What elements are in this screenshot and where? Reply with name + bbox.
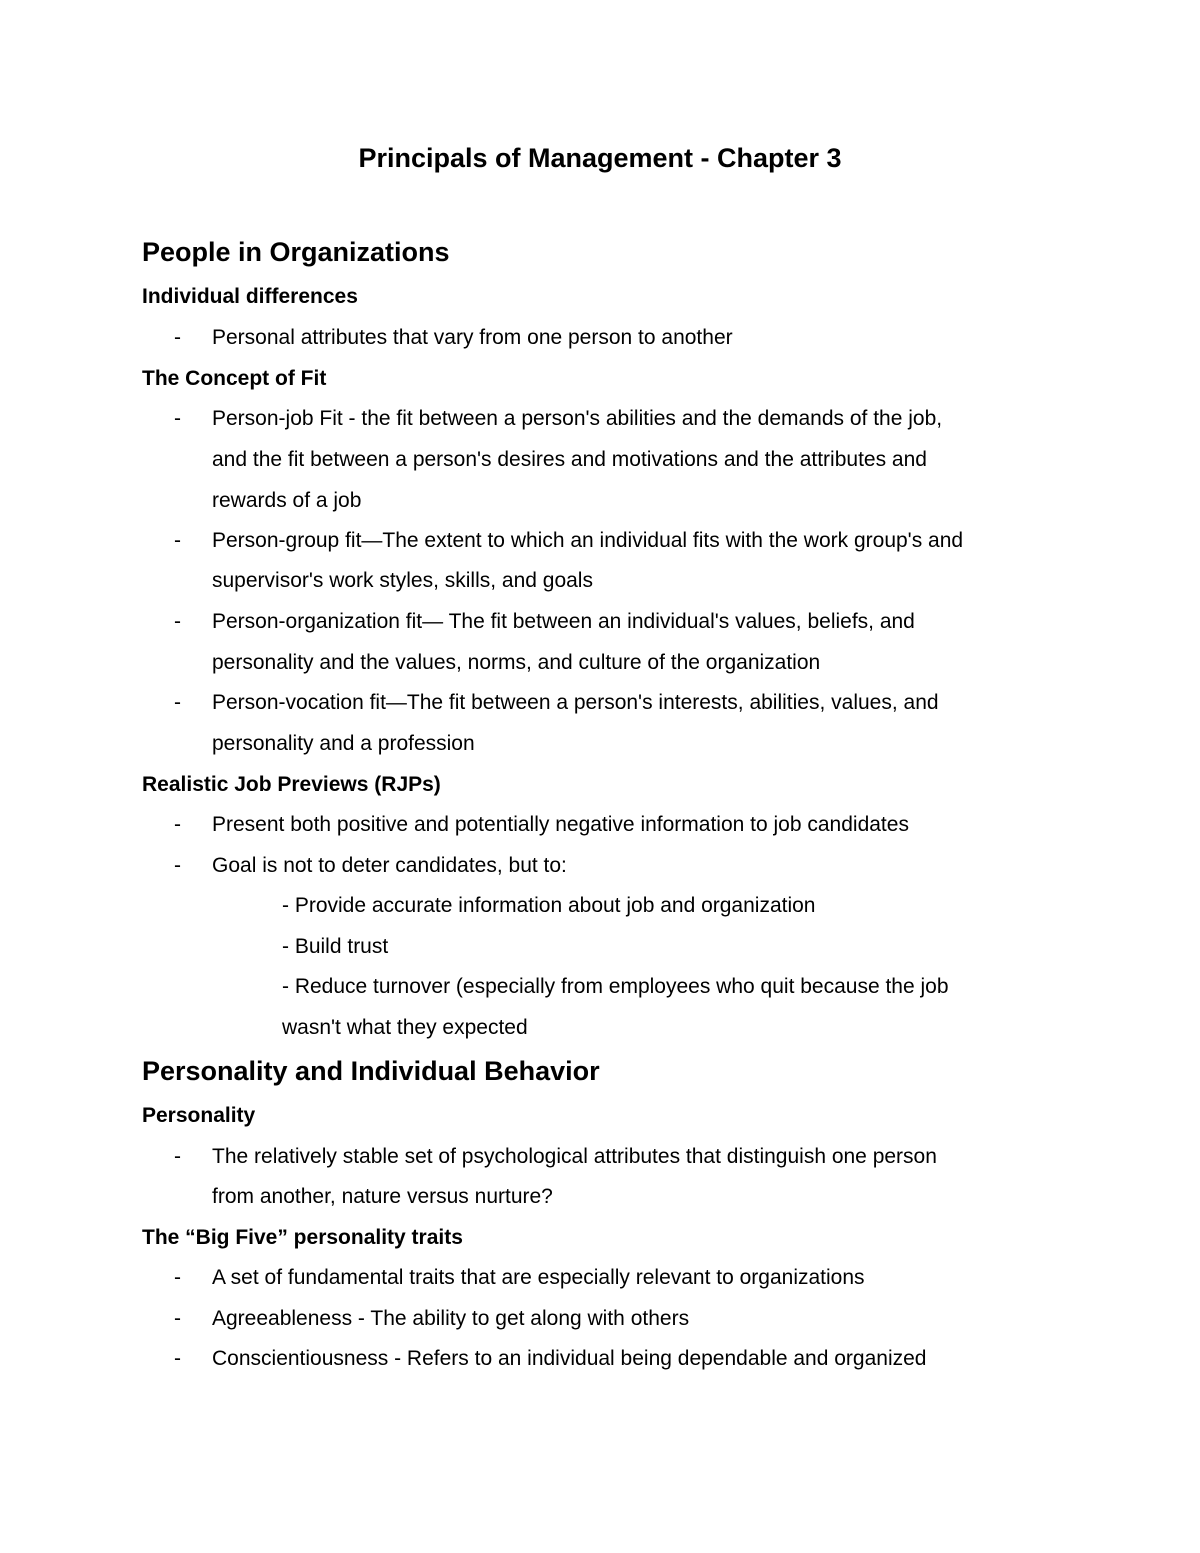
- bullet-text-continued: from another, nature versus nurture?: [212, 1185, 553, 1208]
- document-title: Principals of Management - Chapter 3: [358, 143, 842, 173]
- bullet-text: Person-group fit—The extent to which an individual fits with the work group's and: [212, 529, 964, 552]
- section-heading-personality-and-individual-behavior: Personality and Individual Behavior: [142, 1056, 600, 1086]
- sub-item: - Build trust: [282, 935, 389, 958]
- bullet-dash: -: [174, 813, 181, 836]
- bullet-text-continued: personality and a profession: [212, 732, 475, 755]
- section-heading-people-in-organizations: People in Organizations: [142, 237, 450, 267]
- bullet-text-continued: supervisor's work styles, skills, and goals: [212, 569, 593, 592]
- bullet-text-continued: rewards of a job: [212, 489, 362, 512]
- bullet-dash: -: [174, 1347, 181, 1370]
- sub-item-continued: wasn't what they expected: [282, 1016, 528, 1039]
- bullet-dash: -: [174, 326, 181, 349]
- subheading-personality: Personality: [142, 1104, 256, 1127]
- bullet-text: Goal is not to deter candidates, but to:: [212, 854, 567, 877]
- bullet-dash: -: [174, 691, 181, 714]
- bullet-dash: -: [174, 1145, 181, 1168]
- bullet-dash: -: [174, 854, 181, 877]
- bullet-text: A set of fundamental traits that are especially relevant to organizations: [212, 1266, 865, 1289]
- bullet-dash: -: [174, 610, 181, 633]
- bullet-text: Agreeableness - The ability to get along with others: [212, 1307, 690, 1330]
- subheading-big-five: The “Big Five” personality traits: [142, 1226, 463, 1249]
- bullet-text-continued: personality and the values, norms, and culture of the organization: [212, 651, 821, 674]
- bullet-dash: -: [174, 1266, 181, 1289]
- bullet-text-continued: and the fit between a person's desires and motivations and the attributes and: [212, 448, 927, 471]
- sub-item: - Reduce turnover (especially from employees who quit because the job: [282, 975, 949, 998]
- subheading-realistic-job-previews: Realistic Job Previews (RJPs): [142, 773, 441, 796]
- bullet-text: Conscientiousness - Refers to an individual being dependable and organized: [212, 1347, 927, 1370]
- sub-item: - Provide accurate information about job and organization: [282, 894, 816, 917]
- subheading-concept-of-fit: The Concept of Fit: [142, 367, 327, 390]
- bullet-text: The relatively stable set of psychological attributes that distinguish one person: [212, 1145, 937, 1168]
- subheading-individual-differences: Individual differences: [142, 285, 358, 308]
- bullet-text: Present both positive and potentially negative information to job candidates: [212, 813, 909, 836]
- bullet-text: Person-job Fit - the fit between a person's abilities and the demands of the job,: [212, 407, 943, 430]
- bullet-dash: -: [174, 407, 181, 430]
- bullet-text: Person-organization fit— The fit between an individual's values, beliefs, and: [212, 610, 915, 633]
- bullet-text: Personal attributes that vary from one person to another: [212, 326, 733, 349]
- bullet-dash: -: [174, 529, 181, 552]
- bullet-dash: -: [174, 1307, 181, 1330]
- bullet-text: Person-vocation fit—The fit between a person's interests, abilities, values, and: [212, 691, 939, 714]
